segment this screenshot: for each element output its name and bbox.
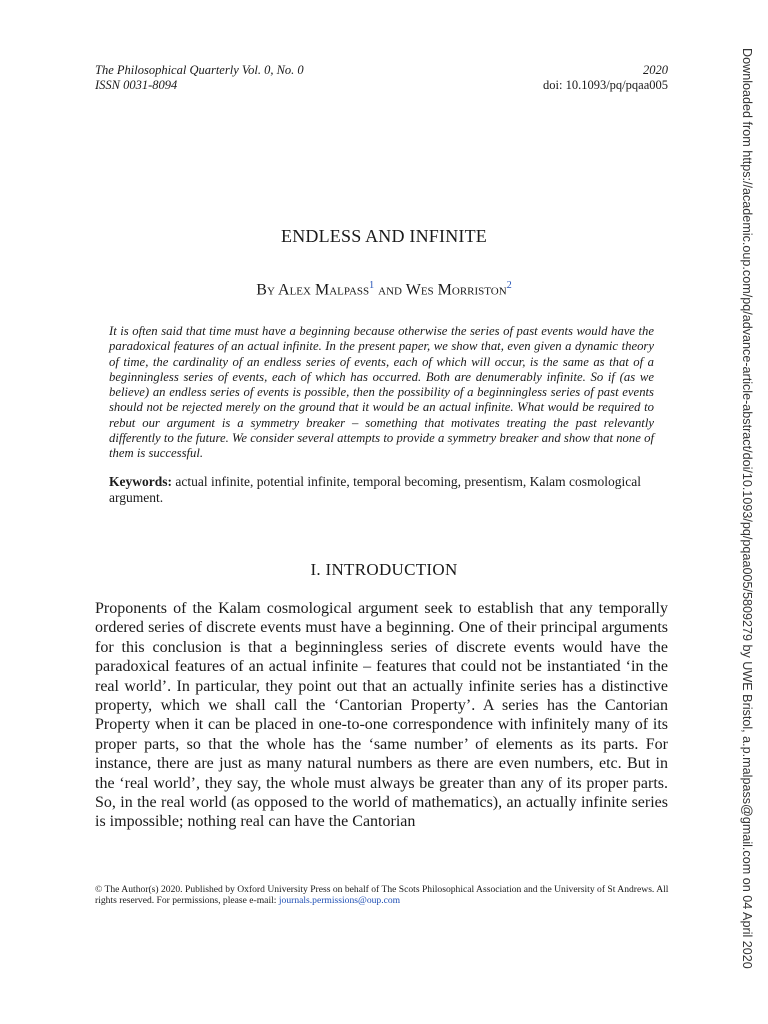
- section-heading: I. INTRODUCTION: [310, 560, 458, 579]
- body-paragraph: Proponents of the Kalam cosmological argument seek to establish that any temporally ordered series of discrete events must have a beginning. One of their principal arguments for this conclusion is that a beginningless series of discrete events would have the paradoxical features of an actual infinite – features that could not be instantiated ‘in the real world’. In particular, they point out that an actually infinite series has a distinctive property, which we shall call the ‘Cantorian Property’. A series has the Cantorian Property when it can be placed in one-to-one correspondence with infinitely many of its proper parts, so that the whole has the ‘same number’ of elements as its parts. For instance, there are just as many natural numbers as there are even numbers, etc. But in the ‘real world’, they say, the whole must always be greater than any of its proper parts. So, in the real world (as opposed to the world of mathematics), an actually infinite series is impossible; nothing real can have the Cantorian: [95, 600, 668, 831]
- keywords-text: actual infinite, potential infinite, temporal becoming, presentism, Kalam cosmological argument.: [109, 474, 641, 505]
- author-conjunction: and: [378, 281, 402, 299]
- author-line: [0, 280, 768, 299]
- author-1-footnote-link[interactable]: 1: [369, 280, 375, 291]
- copyright-text: © The Author(s) 2020. Published by Oxford University Press on behalf of The Scots Philosophical Association and the University of St Andrews. All rights reserved. For permissions, please e-mail:: [95, 884, 669, 906]
- download-watermark-text: Downloaded from https://academic.oup.com/pq/advance-article-abstract/doi/10.1093/pq/pqaa005/5809279 by UWE Bristol, a.p.malpass@gmail.com on 04 April 2020: [740, 48, 754, 969]
- copyright-footer: [95, 884, 670, 906]
- issn: ISSN 0031-8094: [95, 78, 178, 92]
- permissions-email-link[interactable]: journals.permissions@oup.com: [278, 895, 401, 906]
- journal-name: The Philosophical Quarterly Vol. 0, No. 0: [95, 63, 304, 77]
- download-watermark: [740, 48, 754, 976]
- by-label: By: [256, 281, 275, 299]
- journal-header: [95, 63, 304, 93]
- year: 2020: [643, 63, 668, 77]
- keywords-label: Keywords:: [109, 474, 172, 489]
- doi: doi: 10.1093/pq/pqaa005: [543, 78, 668, 92]
- paper-title: ENDLESS AND INFINITE: [281, 226, 487, 246]
- keywords: [109, 474, 659, 506]
- author-2: Wes Morriston: [405, 281, 507, 299]
- author-1: Alex Malpass: [278, 281, 370, 299]
- issue-header: [543, 63, 668, 93]
- author-2-footnote-link[interactable]: 2: [506, 280, 512, 291]
- abstract: It is often said that time must have a beginning because otherwise the series of past events would have the paradoxical features of an actual infinite. In the present paper, we show that, even given a dynamic theory of time, the cardinality of an endless series of events, each of which will occur, is the same as that of a beginningless series of events, each of which has occurred. Both are denumerably infinite. So if (as we believe) an endless series of events is possible, then the possibility of a beginningless series of past events should not be rejected merely on the ground that it would be an actual infinite. What would be required to rebut our argument is a symmetry breaker – something that motivates treating the past relevantly differently to the future. We consider several attempts to provide a symmetry breaker and show that none of them is successful.: [109, 324, 654, 461]
